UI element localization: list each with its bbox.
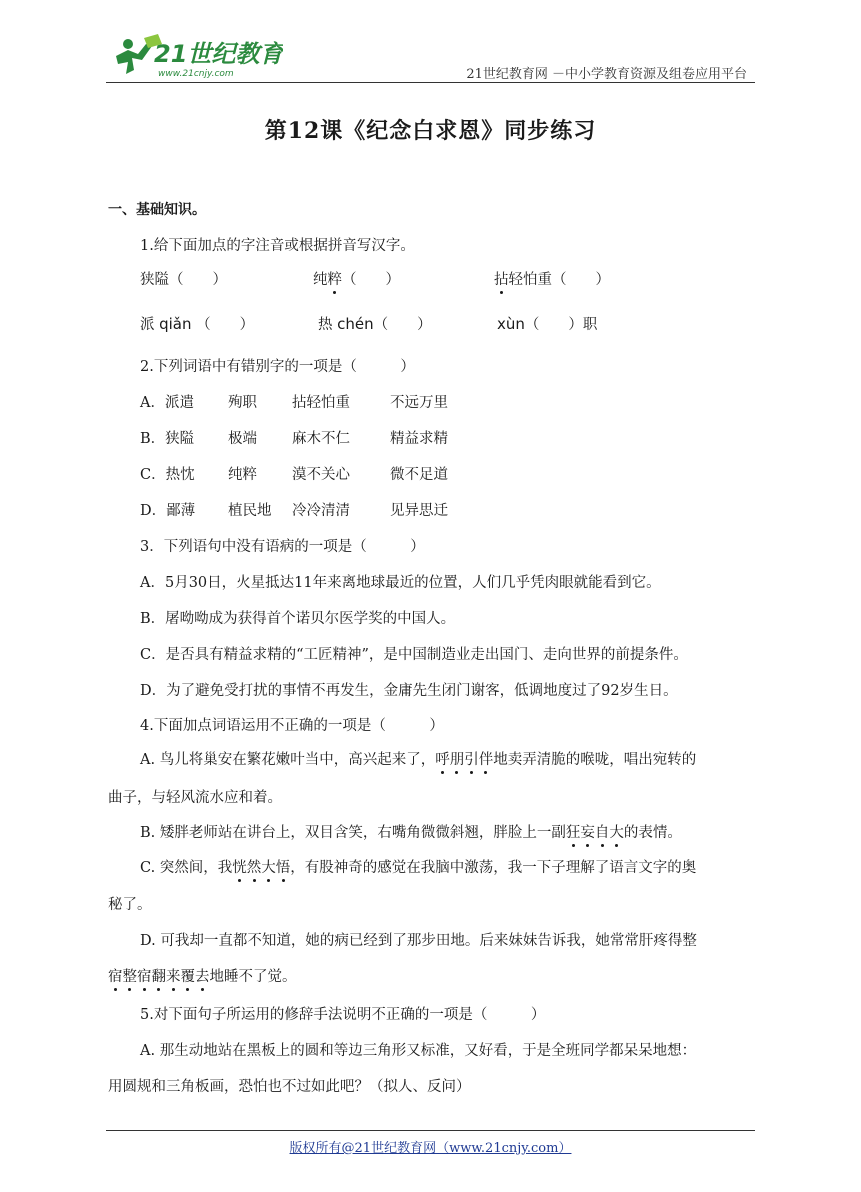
header-divider <box>106 82 755 83</box>
q2-option-c-4: 微不足道 <box>390 467 448 483</box>
q1-pinyin-1: 派 qiǎn （ ） <box>140 315 255 333</box>
q2-option-c-3: 漠不关心 <box>292 467 350 483</box>
q3-option-d: D．为了避免受打扰的事情不再发生，金庸先生闭门谢客，低调地度过了92岁生日。 <box>140 683 678 699</box>
q1-item-3: 拈轻怕重（ ） <box>494 268 610 289</box>
q3-option-b: B．屠呦呦成为获得首个诺贝尔医学奖的中国人。 <box>140 611 456 627</box>
logo-url: www.21cnjy.com <box>158 69 234 79</box>
q4-option-d: D. 可我却一直都不知道，她的病已经到了那步田地。后来妹妹告诉我，她常常肝疼得整 <box>140 933 697 949</box>
q2-option-b-3: 麻木不仁 <box>292 431 350 447</box>
q1-pinyin-2: 热 chén（ ） <box>318 315 432 333</box>
q2-option-b-2: 极端 <box>228 431 257 447</box>
section-heading: 一、基础知识。 <box>108 202 206 218</box>
q2-option-d-3: 冷冷清清 <box>292 503 350 519</box>
q2-option-a-1: A．派遣 <box>140 395 194 411</box>
site-header-text: 21世纪教育网 －中小学教育资源及组卷应用平台 <box>466 67 747 82</box>
copyright-link[interactable]: 版权所有@21世纪教育网（www.21cnjy.com） <box>289 1141 572 1156</box>
q2-option-a-4: 不远万里 <box>390 395 448 411</box>
q4-option-c: C. 突然间，我恍然大悟，有股神奇的感觉在我脑中激荡，我一下子理解了语言文字的奥 <box>140 856 696 877</box>
site-logo <box>108 34 283 80</box>
q2-option-a-2: 殉职 <box>228 395 257 411</box>
dotted-word: 恍然大悟 <box>232 860 290 876</box>
q2-option-b-4: 精益求精 <box>390 431 448 447</box>
q4-stem: 4.下面加点词语运用不正确的一项是（ ） <box>140 718 444 734</box>
dotted-word: 宿整宿翻来覆去 <box>108 969 210 985</box>
q4-option-d-cont: 宿整宿翻来覆去地睡不了觉。 <box>108 965 297 986</box>
q2-option-c-1: C．热忱 <box>140 467 195 483</box>
q2-option-d-2: 植民地 <box>228 503 272 519</box>
q3-stem: 3．下列语句中没有语病的一项是（ ） <box>140 539 425 555</box>
q4-option-a-cont: 曲子，与轻风流水应和着。 <box>108 790 282 806</box>
q5-option-a: A. 那生动地站在黑板上的圆和等边三角形又标准，又好看，于是全班同学都呆呆地想： <box>140 1043 697 1059</box>
q1-item-1: 狭隘（ ） <box>140 272 227 288</box>
q4-option-a: A. 鸟儿将巢安在繁花嫩叶当中，高兴起来了，呼朋引伴地卖弄清脆的喉咙，唱出宛转的 <box>140 748 696 769</box>
q2-option-b-1: B．狭隘 <box>140 431 195 447</box>
page-title: 第12课《纪念白求恩》同步练习 <box>264 118 597 144</box>
q2-option-c-2: 纯粹 <box>228 467 257 483</box>
q2-option-d-1: D．鄙薄 <box>140 503 196 519</box>
q3-option-a: A．5月30日，火星抵达11年来离地球最近的位置，人们几乎凭肉眼就能看到它。 <box>140 575 661 591</box>
logo-text: 21世纪教育 <box>154 40 283 68</box>
q2-stem: 2.下列词语中有错别字的一项是（ ） <box>140 359 415 375</box>
dotted-word: 呼朋引伴 <box>435 752 493 768</box>
q5-option-a-cont: 用圆规和三角板画，恐怕也不过如此吧？（拟人、反问） <box>108 1079 471 1095</box>
q5-stem: 5.对下面句子所运用的修辞手法说明不正确的一项是（ ） <box>140 1007 546 1023</box>
dotted-word: 狂妄自大 <box>566 825 624 841</box>
q2-option-a-3: 拈轻怕重 <box>292 395 350 411</box>
q1-pinyin-3: xùn（ ）职 <box>497 315 598 333</box>
q4-option-c-cont: 秘了。 <box>108 897 152 913</box>
q4-option-b: B. 矮胖老师站在讲台上，双目含笑，右嘴角微微斜翘，胖脸上一副狂妄自大的表情。 <box>140 821 682 842</box>
q3-option-c: C．是否具有精益求精的“工匠精神”，是中国制造业走出国门、走向世界的前提条件。 <box>140 647 688 663</box>
q1-item-2: 纯粹（ ） <box>313 268 400 289</box>
footer-divider <box>106 1130 755 1131</box>
q2-option-d-4: 见异思迁 <box>390 503 448 519</box>
runner-logo-icon <box>108 34 283 80</box>
q1-stem: 1.给下面加点的字注音或根据拼音写汉字。 <box>140 238 415 254</box>
